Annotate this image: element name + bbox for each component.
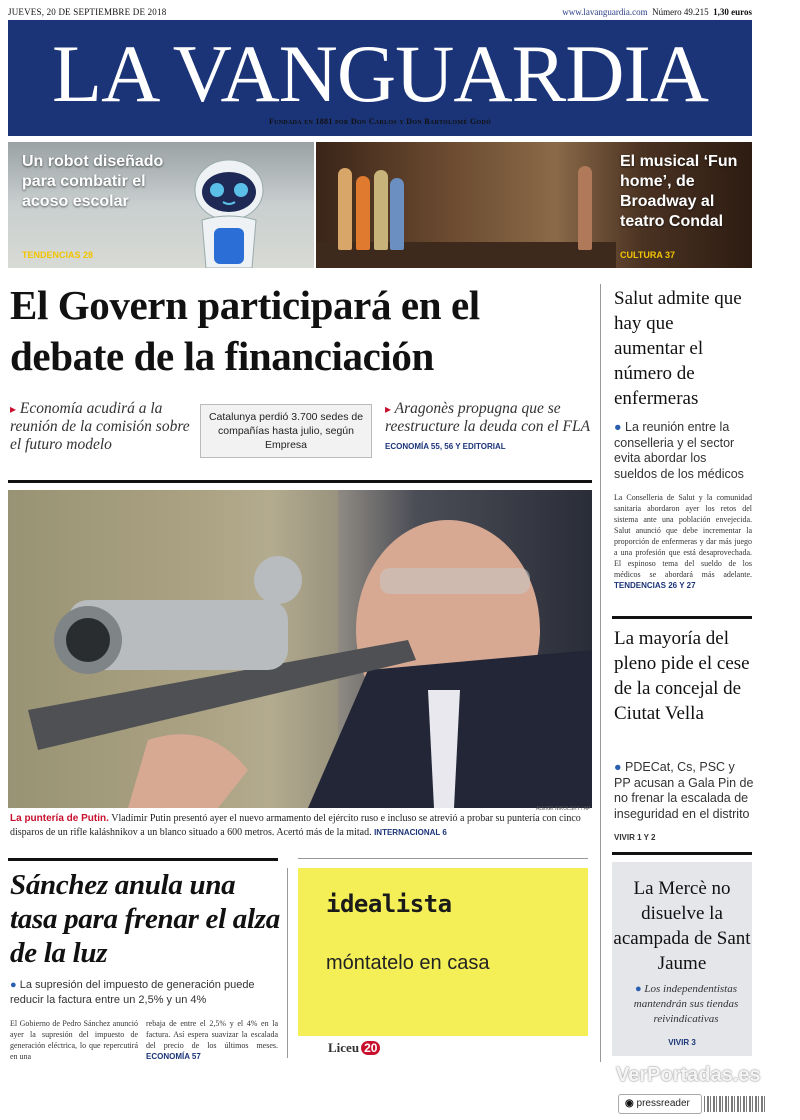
- teaser-musical-section: CULTURA 37: [620, 250, 676, 260]
- idealista-ad[interactable]: [298, 868, 588, 1036]
- sanchez-body-right-text: rebaja de entre el 2,5% y el 4% en la factura. Así espera suavizar la escalada del precio de los últimos meses.: [146, 1019, 278, 1050]
- pressreader-badge[interactable]: [618, 1094, 702, 1114]
- salut-body-text: La Conselleria de Salut y la comunidad sanitaria abordaron ayer los retos del sistema ante una población envejecida. Salut anunció que debe incrementar la proporción de enfermeras y dar más juego a una profesión que está desaprovechada. El espinoso tema del sueldo de los médicos se abordará más adelante.: [614, 493, 752, 579]
- pleno-section-ref[interactable]: VIVIR 1 Y 2: [614, 833, 656, 842]
- actor-figure: [374, 170, 388, 250]
- ad-brand: idealista: [326, 890, 452, 918]
- pleno-subhead: [614, 760, 754, 822]
- merce-subhead-text: Los independentistas mantendrán sus tiendas reivindicativas: [633, 983, 739, 1025]
- lead-subhead-left: [10, 400, 192, 470]
- merce-box[interactable]: [612, 862, 752, 1056]
- lead-headline[interactable]: El Govern participará en el debate de la financiación: [10, 282, 480, 379]
- founders: Don Carlos y Don Bartolomé Godó: [350, 117, 492, 126]
- actor-figure: [338, 168, 352, 250]
- sanchez-section-ref[interactable]: ECONOMÍA 57: [146, 1052, 201, 1061]
- sanchez-body-left: El Gobierno de Pedro Sánchez anunció ayer la supresión del impuesto de generación eléctrica, lo que repercutirá en una: [10, 1019, 138, 1061]
- lead-subhead-right-text: Aragonès propugna que se reestructure la deuda con el FLA: [385, 400, 590, 435]
- sanchez-body-right: [146, 1018, 278, 1062]
- website-link[interactable]: www.lavanguardia.com: [562, 7, 648, 17]
- column-divider: [287, 868, 288, 1058]
- caption-text: Vladímir Putin presentó ayer el nuevo armamento del ejército ruso e incluso se atrevió a probar su puntería con cinco disparos de un rifle kaláshnikov a un blanco situado a 600 metros. Acertó más de la mitad.: [10, 813, 581, 838]
- ad-slogan: móntatelo en casa: [326, 952, 490, 974]
- salut-body: [614, 492, 752, 591]
- teaser-robot-section: TENDENCIAS 28: [22, 250, 94, 260]
- red-arrow-icon: ▸: [10, 402, 17, 416]
- issue-price: 1,30 euros: [713, 7, 752, 17]
- teaser-robot[interactable]: [8, 142, 314, 268]
- sanchez-headline[interactable]: Sánchez anula una tasa para frenar el alza de la luz: [10, 869, 280, 969]
- putin-photo[interactable]: [8, 490, 592, 808]
- barcode: [704, 1096, 766, 1112]
- merce-subhead: [626, 982, 746, 1027]
- lead-section-ref[interactable]: ECONOMÍA 55, 56 Y EDITORIAL: [385, 442, 506, 451]
- bullet-icon: ●: [614, 760, 622, 774]
- salut-subhead: [614, 420, 752, 482]
- top-bar: [8, 4, 752, 20]
- salut-section-ref[interactable]: TENDENCIAS 26 Y 27: [614, 581, 696, 590]
- lead-fact-box: Catalunya perdió 3.700 sedes de compañías hasta julio, según Empresa: [200, 404, 372, 458]
- merce-section-ref[interactable]: VIVIR 3: [668, 1038, 696, 1047]
- putin-photo-illustration: [8, 490, 592, 808]
- bullet-icon: ●: [635, 983, 642, 995]
- actor-figure: [356, 176, 370, 250]
- pleno-headline[interactable]: La mayoría del pleno pide el cese de la concejal de Ciutat Vella: [614, 628, 750, 724]
- photo-caption: [10, 812, 592, 839]
- teaser-robot-headline: Un robot diseñado para combatir el acoso escolar: [22, 153, 164, 210]
- teaser-musical[interactable]: [316, 142, 752, 268]
- caption-lead: La puntería de Putin.: [10, 813, 109, 824]
- founded-prefix: Fundada en 1881 por: [268, 117, 349, 126]
- section-divider: [612, 852, 752, 855]
- newspaper-logo: LA VANGUARDIA: [52, 28, 708, 119]
- pleno-subhead-text: PDECat, Cs, PSC y PP acusan a Gala Pin de no frenar la escalada de inseguridad en el distrito: [614, 760, 754, 821]
- liceu-number: 20: [361, 1041, 380, 1055]
- photo-credit: ALEXEI NIKOLSKY / AP: [536, 806, 591, 812]
- robot-image: [188, 154, 270, 268]
- sanchez-subhead-text: La supresión del impuesto de generación puede reducir la factura entre un 2,5% y un 4%: [10, 979, 255, 1006]
- liceu-name: Liceu: [328, 1040, 360, 1055]
- issue-date: JUEVES, 20 DE SEPTIEMBRE DE 2018: [8, 7, 167, 17]
- section-divider: [612, 616, 752, 619]
- column-divider: [600, 284, 601, 1062]
- liceu-logo[interactable]: [328, 1040, 380, 1056]
- actor-figure: [578, 166, 592, 250]
- lead-subhead-right: [385, 400, 595, 470]
- actor-figure: [390, 178, 404, 250]
- salut-subhead-text: La reunión entre la conselleria y el sector evita abordar los sueldos de los médicos: [614, 420, 744, 481]
- issue-info: [562, 7, 752, 17]
- founded-line: [8, 117, 752, 126]
- pressreader-icon: ◉: [625, 1098, 634, 1109]
- merce-headline: La Mercè no disuelve la acampada de Sant Jaume: [613, 878, 751, 974]
- lead-subhead-left-text: Economía acudirá a la reunión de la comisión sobre el futuro modelo: [10, 400, 190, 453]
- section-divider: [298, 858, 588, 859]
- sanchez-subhead: [10, 978, 280, 1008]
- pressreader-label: pressreader: [636, 1098, 690, 1109]
- watermark: VerPortadas.es: [616, 1064, 761, 1086]
- teaser-musical-headline: El musical ‘Fun home’, de Broadway al teatro Condal: [620, 153, 738, 230]
- issue-number: Número 49.215: [652, 7, 709, 17]
- caption-section-ref[interactable]: INTERNACIONAL 6: [374, 827, 447, 837]
- section-divider: [8, 480, 592, 483]
- red-arrow-icon: ▸: [385, 402, 392, 416]
- bullet-icon: ●: [614, 420, 622, 434]
- bullet-icon: ●: [10, 979, 17, 991]
- salut-headline[interactable]: Salut admite que hay que aumentar el número de enfermeras: [614, 288, 742, 409]
- section-divider: [8, 858, 278, 861]
